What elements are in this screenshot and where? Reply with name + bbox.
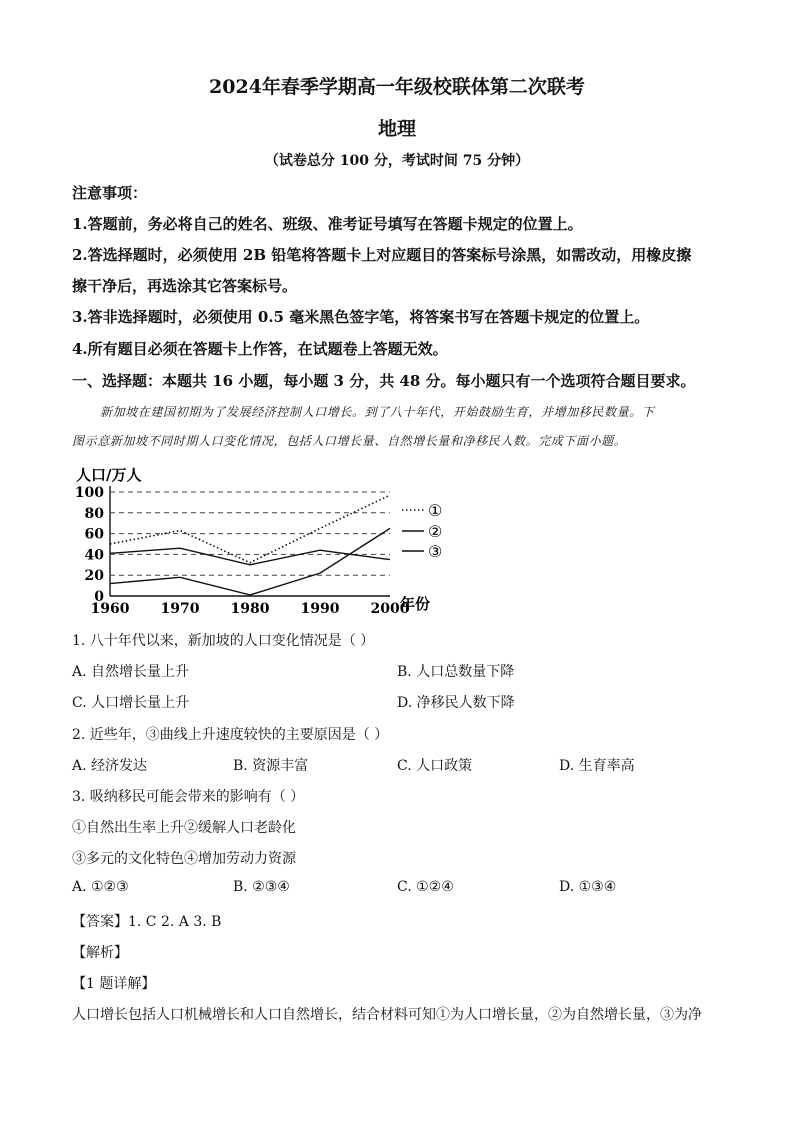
exam-title: 2024年春季学期高一年级校联体第二次联考: [209, 76, 585, 98]
question-2-option-a: A. 经济发达: [72, 758, 148, 774]
question-1-option-d: D. 净移民人数下降: [397, 695, 515, 711]
chart-series-line-2: [110, 528, 390, 595]
subject-title: 地理: [377, 118, 416, 140]
question-2-option-d: D. 生育率高: [559, 758, 635, 774]
exam-note: （试卷总分 100 分，考试时间 75 分钟）: [264, 153, 530, 169]
chart-ytick-label: 100: [74, 485, 104, 501]
answer-label: 【答案】: [72, 914, 128, 930]
chart-yticks: [75, 485, 104, 605]
question-1-option-c: C. 人口增长量上升: [72, 695, 190, 711]
chart-xtick-label: 1990: [300, 601, 340, 617]
population-chart: [68, 458, 468, 618]
question-2-option-b: B. 资源丰富: [233, 758, 309, 774]
question-2-option-c: C. 人口政策: [397, 758, 473, 774]
question-3-option-b: B. ②③④: [233, 879, 290, 895]
chart-xtick-label: 1970: [160, 601, 200, 617]
instructions-heading: 注意事项：: [72, 184, 148, 202]
chart-ytick-label: 80: [84, 505, 104, 522]
instruction-item-4: 4.所有题目必须在答题卡上作答，在试题卷上答题无效。: [72, 340, 448, 358]
section-heading: 一、选择题：本题共 16 小题，每小题 3 分，共 48 分。每小题只有一个选项符合题目要求。: [72, 372, 696, 390]
question-3-option-a: A. ①②③: [72, 879, 129, 895]
chart-xtick-label: 2000: [370, 601, 410, 617]
question-1-option-a: A. 自然增长量上升: [72, 664, 190, 680]
instruction-item-2: 2.答选择题时，必须使用 2B 铅笔将答题卡上对应题目的答案标号涂黑，如需改动，用橡皮擦: [72, 246, 692, 264]
chart-ytick-label: 60: [84, 526, 104, 543]
answer-key: [72, 911, 221, 931]
chart-ytick-label: 40: [84, 547, 104, 564]
chart-xtick-label: 1980: [230, 601, 270, 617]
chart-xtick-label: 1960: [90, 601, 130, 617]
answer-values: 1. C 2. A 3. B: [128, 914, 222, 930]
chart-xticks: [91, 601, 410, 617]
instruction-item-3: 3.答非选择题时，必须使用 0.5 毫米黑色签字笔，将答案书写在答题卡规定的位置上。: [72, 308, 650, 326]
material-intro-line1: 新加坡在建国初期为了发展经济控制人口增长。到了八十年代，开始鼓励生育，并增加移民数量。下: [100, 405, 655, 419]
legend-label-2: ②: [428, 522, 443, 541]
instruction-item-2-cont: 擦干净后，再选涂其它答案标号。: [72, 277, 298, 295]
legend-label-1: ①: [428, 501, 443, 520]
material-intro-line2: 图示意新加坡不同时期人口变化情况，包括人口增长量、自然增长量和净移民人数。完成下面小题。: [72, 434, 627, 448]
chart-xlabel: 年份: [400, 595, 431, 613]
analysis-label: 【解析】: [72, 945, 128, 961]
question-1-option-b: B. 人口总数量下降: [397, 664, 515, 680]
question-3-statement-1: ①自然出生率上升②缓解人口老龄化: [72, 820, 296, 836]
chart-legend: [402, 501, 442, 561]
chart-ytick-label: 20: [84, 568, 104, 585]
question-1-stem: 1. 八十年代以来，新加坡的人口变化情况是（ ）: [72, 633, 375, 649]
question-3-stem: 3. 吸纳移民可能会带来的影响有（ ）: [72, 789, 305, 805]
question-3-option-c: C. ①②④: [397, 879, 454, 895]
chart-ytick-label: 0: [94, 589, 104, 605]
detail-label: 【1 题详解】: [72, 976, 156, 992]
question-3-option-d: D. ①③④: [559, 879, 617, 895]
question-3-statement-2: ③多元的文化特色④增加劳动力资源: [72, 851, 296, 867]
chart-series-line-1: [110, 495, 390, 563]
legend-label-3: ③: [428, 542, 443, 561]
question-2-stem: 2. 近些年，③曲线上升速度较快的主要原因是（ ）: [72, 727, 389, 743]
instruction-item-1: 1.答题前，务必将自己的姓名、班级、准考证号填写在答题卡规定的位置上。: [72, 215, 583, 233]
chart-series: [110, 495, 390, 595]
chart-ylabel: 人口/万人: [76, 466, 142, 484]
detail-text: 人口增长包括人口机械增长和人口自然增长，结合材料可知①为人口增长量，②为自然增长量，③为净: [72, 1007, 702, 1023]
